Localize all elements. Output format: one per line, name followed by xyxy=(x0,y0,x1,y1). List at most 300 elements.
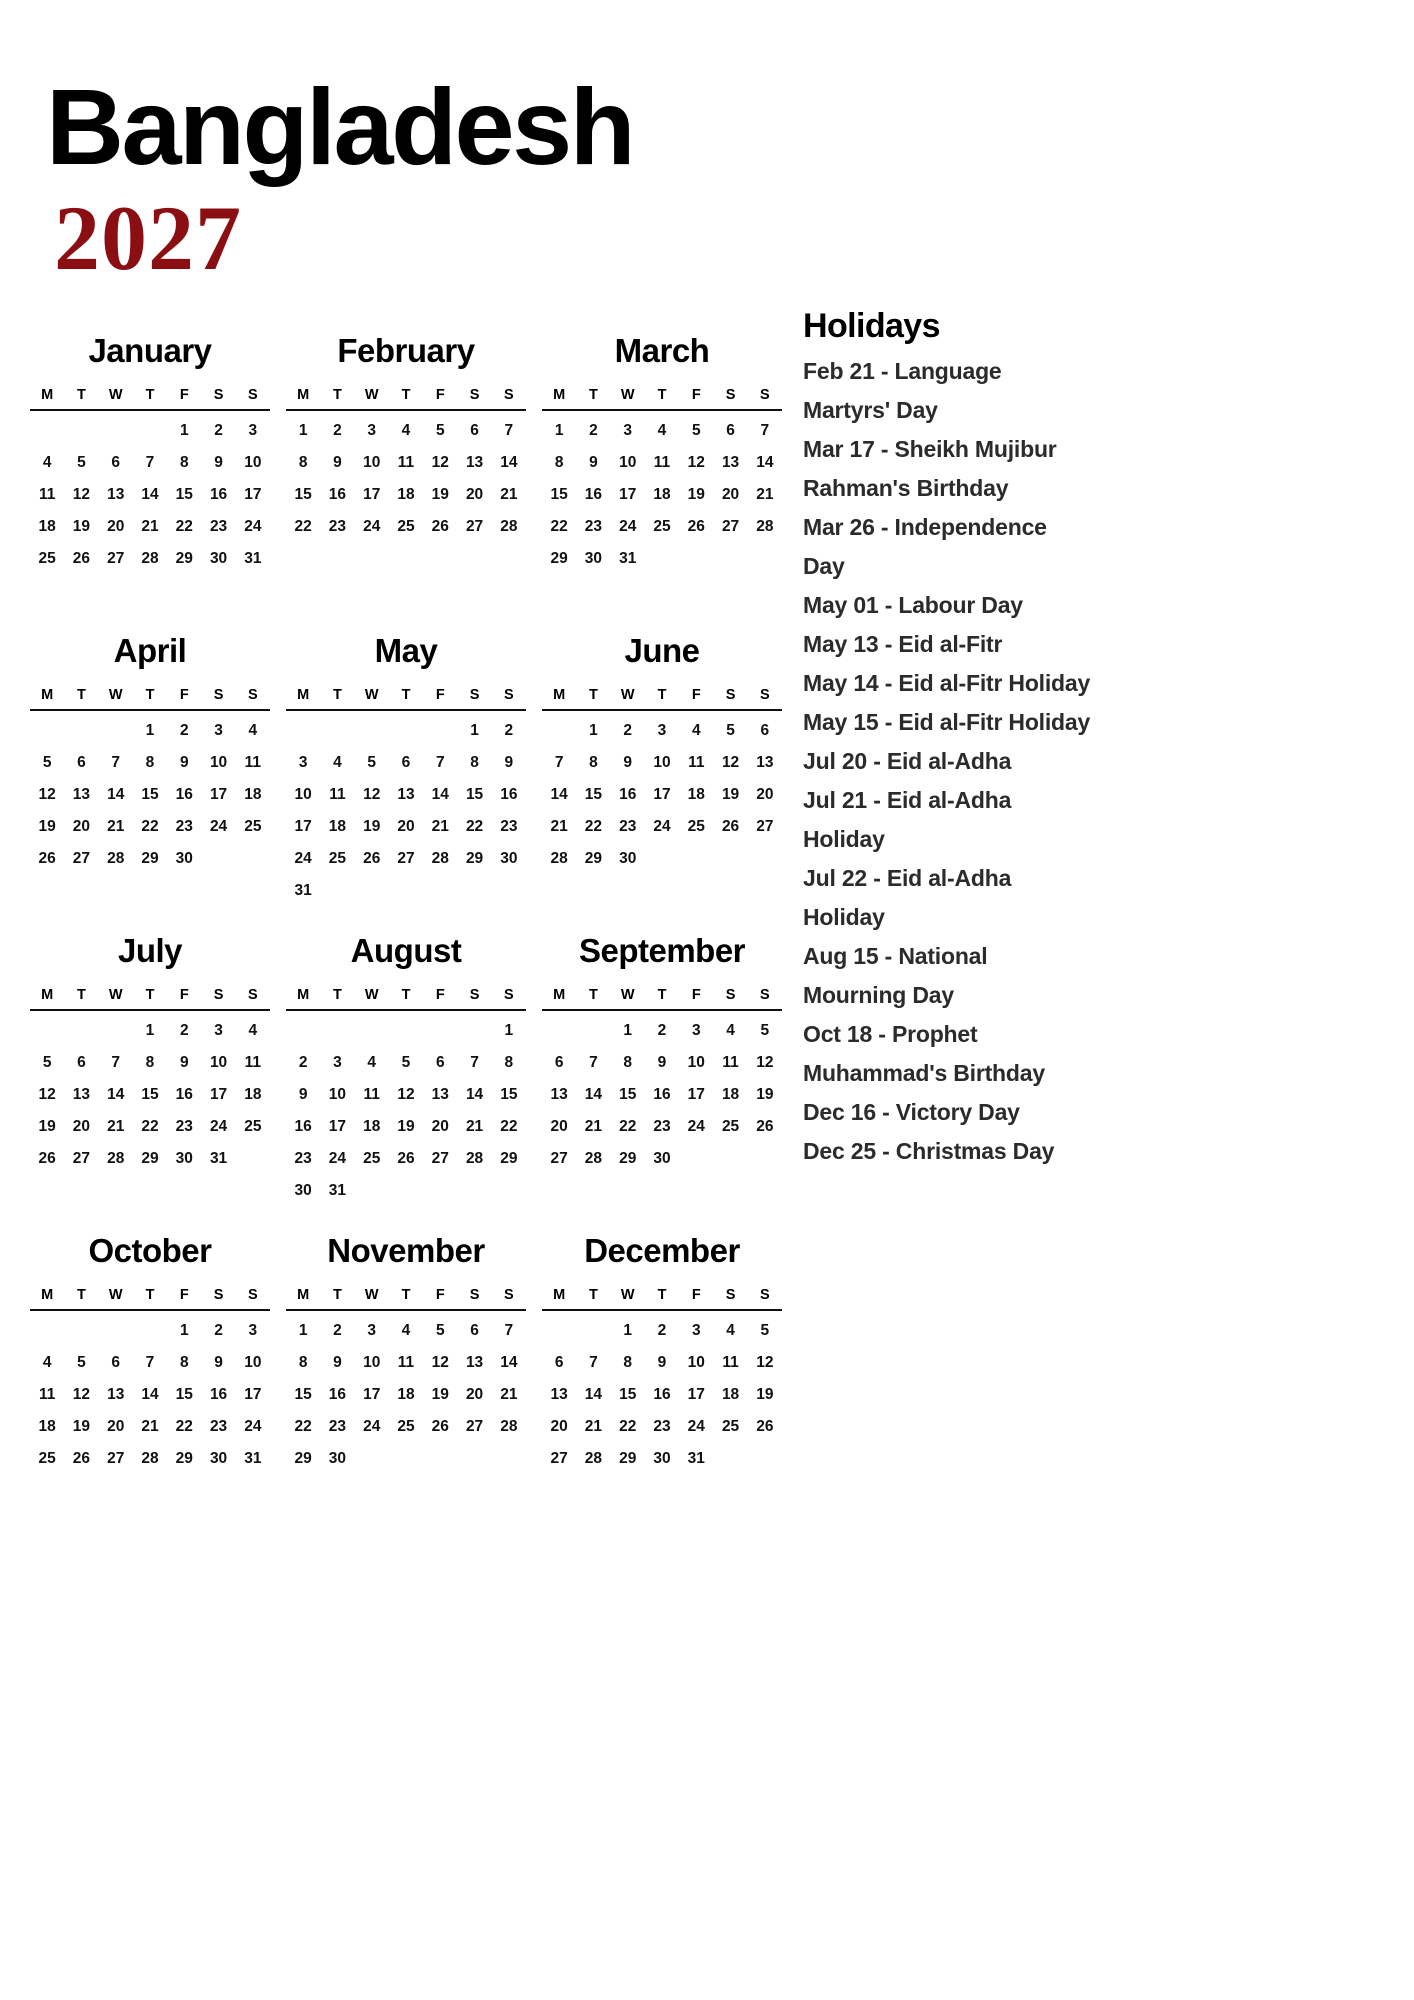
day-cell[interactable]: 29 xyxy=(619,1150,637,1167)
day-cell[interactable]: 26 xyxy=(756,1118,774,1135)
day-cell[interactable]: 3 xyxy=(214,722,223,739)
day-cell[interactable]: 27 xyxy=(721,518,740,535)
day-cell[interactable]: 11 xyxy=(722,1054,739,1071)
day-cell[interactable]: 26 xyxy=(756,1418,774,1435)
day-cell[interactable]: 13 xyxy=(397,786,415,803)
day-cell[interactable]: 9 xyxy=(657,1354,667,1371)
day-cell[interactable]: 20 xyxy=(465,1386,484,1403)
day-cell[interactable]: 4 xyxy=(401,1322,411,1339)
day-cell[interactable]: 23 xyxy=(175,818,193,835)
day-cell[interactable]: 1 xyxy=(298,1322,308,1339)
day-cell[interactable]: 25 xyxy=(721,1418,740,1435)
day-cell[interactable]: 7 xyxy=(111,754,121,771)
day-cell[interactable]: 16 xyxy=(175,786,193,803)
day-cell[interactable]: 27 xyxy=(465,1418,484,1435)
day-cell[interactable]: 30 xyxy=(175,1150,193,1167)
day-cell[interactable]: 11 xyxy=(397,1354,415,1371)
day-cell[interactable]: 9 xyxy=(179,1054,189,1071)
day-cell[interactable]: 5 xyxy=(42,754,52,771)
day-cell[interactable]: 25 xyxy=(244,818,262,835)
day-cell[interactable]: 9 xyxy=(333,1354,342,1371)
day-cell[interactable]: 9 xyxy=(623,754,633,771)
day-cell[interactable]: 18 xyxy=(363,1118,381,1135)
day-cell[interactable]: 13 xyxy=(465,454,484,471)
day-cell[interactable]: 28 xyxy=(756,518,774,535)
day-cell[interactable]: 2 xyxy=(623,722,633,739)
day-cell[interactable]: 18 xyxy=(38,518,56,535)
day-cell[interactable]: 25 xyxy=(397,1418,415,1435)
day-cell[interactable]: 18 xyxy=(397,1386,415,1403)
day-cell[interactable]: 23 xyxy=(584,518,603,535)
day-cell[interactable]: 29 xyxy=(619,1450,637,1467)
day-cell[interactable]: 21 xyxy=(107,1118,125,1135)
day-cell[interactable]: 24 xyxy=(363,518,381,535)
day-cell[interactable]: 21 xyxy=(500,1386,518,1403)
day-cell[interactable]: 19 xyxy=(721,786,740,803)
day-cell[interactable]: 29 xyxy=(141,1150,159,1167)
day-cell[interactable]: 5 xyxy=(760,1022,770,1039)
day-cell[interactable]: 5 xyxy=(435,422,445,439)
day-cell[interactable]: 30 xyxy=(653,1450,671,1467)
day-cell[interactable]: 20 xyxy=(550,1118,568,1135)
day-cell[interactable]: 15 xyxy=(550,486,568,503)
day-cell[interactable]: 2 xyxy=(333,422,342,439)
day-cell[interactable]: 3 xyxy=(367,1322,377,1339)
day-cell[interactable]: 9 xyxy=(333,454,342,471)
day-cell[interactable]: 25 xyxy=(244,1118,262,1135)
day-cell[interactable]: 5 xyxy=(726,722,735,739)
day-cell[interactable]: 9 xyxy=(298,1086,308,1103)
day-cell[interactable]: 15 xyxy=(141,1086,159,1103)
day-cell[interactable]: 9 xyxy=(214,454,223,471)
day-cell[interactable]: 19 xyxy=(756,1386,774,1403)
day-cell[interactable]: 21 xyxy=(465,1118,484,1135)
day-cell[interactable]: 18 xyxy=(653,486,671,503)
day-cell[interactable]: 10 xyxy=(653,754,671,771)
day-cell[interactable]: 15 xyxy=(175,486,193,503)
day-cell[interactable]: 8 xyxy=(554,454,564,471)
day-cell[interactable]: 20 xyxy=(107,1418,125,1435)
day-cell[interactable]: 3 xyxy=(298,754,308,771)
day-cell[interactable]: 23 xyxy=(653,1118,671,1135)
day-cell[interactable]: 7 xyxy=(145,454,155,471)
day-cell[interactable]: 7 xyxy=(589,1354,598,1371)
day-cell[interactable]: 30 xyxy=(653,1150,671,1167)
day-cell[interactable]: 1 xyxy=(179,1322,189,1339)
day-cell[interactable]: 8 xyxy=(589,754,598,771)
day-cell[interactable]: 12 xyxy=(431,1354,449,1371)
day-cell[interactable]: 27 xyxy=(72,1150,91,1167)
day-cell[interactable]: 2 xyxy=(214,422,223,439)
day-cell[interactable]: 20 xyxy=(72,1118,91,1135)
day-cell[interactable]: 26 xyxy=(397,1150,415,1167)
day-cell[interactable]: 13 xyxy=(107,1386,125,1403)
day-cell[interactable]: 4 xyxy=(726,1322,735,1339)
day-cell[interactable]: 5 xyxy=(42,1054,52,1071)
day-cell[interactable]: 14 xyxy=(584,1086,603,1103)
day-cell[interactable]: 13 xyxy=(465,1354,484,1371)
day-cell[interactable]: 22 xyxy=(500,1118,518,1135)
day-cell[interactable]: 17 xyxy=(294,818,312,835)
day-cell[interactable]: 23 xyxy=(294,1150,312,1167)
day-cell[interactable]: 15 xyxy=(294,1386,312,1403)
day-cell[interactable]: 3 xyxy=(691,1022,701,1039)
day-cell[interactable]: 28 xyxy=(584,1450,603,1467)
day-cell[interactable]: 20 xyxy=(465,486,484,503)
day-cell[interactable]: 29 xyxy=(175,1450,193,1467)
day-cell[interactable]: 25 xyxy=(38,550,56,567)
day-cell[interactable]: 19 xyxy=(72,518,91,535)
day-cell[interactable]: 18 xyxy=(721,1086,740,1103)
day-cell[interactable]: 25 xyxy=(363,1150,381,1167)
day-cell[interactable]: 15 xyxy=(619,1086,637,1103)
day-cell[interactable]: 17 xyxy=(653,786,671,803)
day-cell[interactable]: 23 xyxy=(328,1418,347,1435)
day-cell[interactable]: 3 xyxy=(214,1022,223,1039)
day-cell[interactable]: 17 xyxy=(244,486,262,503)
day-cell[interactable]: 16 xyxy=(328,1386,347,1403)
day-cell[interactable]: 25 xyxy=(687,818,705,835)
day-cell[interactable]: 20 xyxy=(431,1118,449,1135)
day-cell[interactable]: 1 xyxy=(504,1022,514,1039)
day-cell[interactable]: 10 xyxy=(209,754,228,771)
day-cell[interactable]: 22 xyxy=(550,518,568,535)
day-cell[interactable]: 31 xyxy=(328,1182,347,1199)
day-cell[interactable]: 4 xyxy=(691,722,701,739)
day-cell[interactable]: 12 xyxy=(756,1054,774,1071)
day-cell[interactable]: 3 xyxy=(248,1322,258,1339)
day-cell[interactable]: 18 xyxy=(328,818,347,835)
day-cell[interactable]: 11 xyxy=(688,754,705,771)
day-cell[interactable]: 17 xyxy=(209,1086,228,1103)
day-cell[interactable]: 22 xyxy=(584,818,603,835)
day-cell[interactable]: 16 xyxy=(653,1386,671,1403)
day-cell[interactable]: 4 xyxy=(248,1022,258,1039)
day-cell[interactable]: 6 xyxy=(77,754,86,771)
day-cell[interactable]: 12 xyxy=(687,454,705,471)
day-cell[interactable]: 25 xyxy=(328,850,347,867)
day-cell[interactable]: 27 xyxy=(431,1150,449,1167)
day-cell[interactable]: 23 xyxy=(500,818,518,835)
day-cell[interactable]: 11 xyxy=(38,1386,56,1403)
day-cell[interactable]: 2 xyxy=(657,1022,667,1039)
day-cell[interactable]: 19 xyxy=(38,818,56,835)
day-cell[interactable]: 7 xyxy=(435,754,445,771)
day-cell[interactable]: 13 xyxy=(72,786,91,803)
day-cell[interactable]: 19 xyxy=(687,486,705,503)
day-cell[interactable]: 4 xyxy=(657,422,667,439)
day-cell[interactable]: 4 xyxy=(367,1054,377,1071)
day-cell[interactable]: 22 xyxy=(175,1418,193,1435)
day-cell[interactable]: 29 xyxy=(465,850,484,867)
day-cell[interactable]: 26 xyxy=(72,550,91,567)
day-cell[interactable]: 11 xyxy=(653,454,671,471)
day-cell[interactable]: 17 xyxy=(687,1386,705,1403)
day-cell[interactable]: 26 xyxy=(687,518,705,535)
day-cell[interactable]: 20 xyxy=(756,786,774,803)
day-cell[interactable]: 15 xyxy=(465,786,484,803)
day-cell[interactable]: 21 xyxy=(584,1418,603,1435)
day-cell[interactable]: 14 xyxy=(550,786,568,803)
day-cell[interactable]: 24 xyxy=(363,1418,381,1435)
day-cell[interactable]: 5 xyxy=(401,1054,411,1071)
day-cell[interactable]: 4 xyxy=(333,754,342,771)
day-cell[interactable]: 18 xyxy=(397,486,415,503)
day-cell[interactable]: 25 xyxy=(721,1118,740,1135)
day-cell[interactable]: 1 xyxy=(145,722,155,739)
day-cell[interactable]: 22 xyxy=(141,1118,159,1135)
day-cell[interactable]: 21 xyxy=(550,818,568,835)
day-cell[interactable]: 1 xyxy=(623,1022,633,1039)
day-cell[interactable]: 19 xyxy=(38,1118,56,1135)
day-cell[interactable]: 27 xyxy=(397,850,415,867)
day-cell[interactable]: 22 xyxy=(619,1118,637,1135)
day-cell[interactable]: 8 xyxy=(145,1054,155,1071)
day-cell[interactable]: 21 xyxy=(431,818,449,835)
day-cell[interactable]: 10 xyxy=(244,1354,262,1371)
day-cell[interactable]: 30 xyxy=(500,850,518,867)
day-cell[interactable]: 21 xyxy=(141,1418,159,1435)
day-cell[interactable]: 30 xyxy=(584,550,603,567)
day-cell[interactable]: 16 xyxy=(328,486,347,503)
day-cell[interactable]: 16 xyxy=(209,1386,228,1403)
day-cell[interactable]: 9 xyxy=(214,1354,223,1371)
day-cell[interactable]: 12 xyxy=(38,786,56,803)
day-cell[interactable]: 7 xyxy=(504,422,514,439)
day-cell[interactable]: 31 xyxy=(244,1450,262,1467)
day-cell[interactable]: 11 xyxy=(244,1054,262,1071)
day-cell[interactable]: 31 xyxy=(244,550,262,567)
day-cell[interactable]: 15 xyxy=(294,486,312,503)
day-cell[interactable]: 12 xyxy=(431,454,449,471)
day-cell[interactable]: 14 xyxy=(584,1386,603,1403)
day-cell[interactable]: 15 xyxy=(500,1086,518,1103)
day-cell[interactable]: 2 xyxy=(333,1322,342,1339)
day-cell[interactable]: 20 xyxy=(107,518,125,535)
day-cell[interactable]: 24 xyxy=(619,518,637,535)
day-cell[interactable]: 3 xyxy=(657,722,667,739)
day-cell[interactable]: 23 xyxy=(328,518,347,535)
day-cell[interactable]: 29 xyxy=(141,850,159,867)
day-cell[interactable]: 5 xyxy=(760,1322,770,1339)
day-cell[interactable]: 26 xyxy=(38,1150,56,1167)
day-cell[interactable]: 13 xyxy=(721,454,740,471)
day-cell[interactable]: 17 xyxy=(363,486,381,503)
day-cell[interactable]: 7 xyxy=(504,1322,514,1339)
day-cell[interactable]: 30 xyxy=(619,850,637,867)
day-cell[interactable]: 29 xyxy=(584,850,603,867)
day-cell[interactable]: 19 xyxy=(431,1386,449,1403)
day-cell[interactable]: 27 xyxy=(107,550,125,567)
day-cell[interactable]: 2 xyxy=(657,1322,667,1339)
day-cell[interactable]: 21 xyxy=(756,486,774,503)
day-cell[interactable]: 13 xyxy=(72,1086,91,1103)
day-cell[interactable]: 21 xyxy=(500,486,518,503)
day-cell[interactable]: 10 xyxy=(209,1054,228,1071)
day-cell[interactable]: 6 xyxy=(111,1354,121,1371)
day-cell[interactable]: 17 xyxy=(328,1118,347,1135)
day-cell[interactable]: 28 xyxy=(141,1450,159,1467)
day-cell[interactable]: 22 xyxy=(294,518,312,535)
day-cell[interactable]: 23 xyxy=(209,518,228,535)
day-cell[interactable]: 17 xyxy=(363,1386,381,1403)
day-cell[interactable]: 14 xyxy=(107,1086,125,1103)
day-cell[interactable]: 28 xyxy=(500,518,518,535)
day-cell[interactable]: 2 xyxy=(504,722,514,739)
day-cell[interactable]: 1 xyxy=(179,422,189,439)
day-cell[interactable]: 9 xyxy=(504,754,514,771)
day-cell[interactable]: 22 xyxy=(175,518,193,535)
day-cell[interactable]: 31 xyxy=(294,882,312,899)
day-cell[interactable]: 10 xyxy=(328,1086,347,1103)
day-cell[interactable]: 28 xyxy=(107,850,125,867)
day-cell[interactable]: 1 xyxy=(145,1022,155,1039)
day-cell[interactable]: 14 xyxy=(431,786,449,803)
day-cell[interactable]: 24 xyxy=(328,1150,347,1167)
day-cell[interactable]: 26 xyxy=(431,518,449,535)
day-cell[interactable]: 28 xyxy=(550,850,568,867)
day-cell[interactable]: 6 xyxy=(401,754,411,771)
day-cell[interactable]: 3 xyxy=(333,1054,342,1071)
day-cell[interactable]: 8 xyxy=(179,1354,189,1371)
day-cell[interactable]: 18 xyxy=(244,1086,262,1103)
day-cell[interactable]: 19 xyxy=(756,1086,774,1103)
day-cell[interactable]: 28 xyxy=(500,1418,518,1435)
day-cell[interactable]: 11 xyxy=(244,754,262,771)
day-cell[interactable]: 4 xyxy=(42,454,52,471)
day-cell[interactable]: 4 xyxy=(401,422,411,439)
day-cell[interactable]: 20 xyxy=(550,1418,568,1435)
day-cell[interactable]: 31 xyxy=(687,1450,705,1467)
day-cell[interactable]: 21 xyxy=(141,518,159,535)
day-cell[interactable]: 6 xyxy=(760,722,770,739)
day-cell[interactable]: 14 xyxy=(141,486,159,503)
day-cell[interactable]: 22 xyxy=(294,1418,312,1435)
day-cell[interactable]: 17 xyxy=(687,1086,705,1103)
day-cell[interactable]: 5 xyxy=(435,1322,445,1339)
day-cell[interactable]: 5 xyxy=(367,754,377,771)
day-cell[interactable]: 24 xyxy=(687,1418,705,1435)
day-cell[interactable]: 13 xyxy=(550,1386,568,1403)
day-cell[interactable]: 18 xyxy=(38,1418,56,1435)
day-cell[interactable]: 25 xyxy=(38,1450,56,1467)
day-cell[interactable]: 9 xyxy=(589,454,598,471)
day-cell[interactable]: 8 xyxy=(179,454,189,471)
day-cell[interactable]: 30 xyxy=(294,1182,312,1199)
day-cell[interactable]: 25 xyxy=(397,518,415,535)
day-cell[interactable]: 25 xyxy=(653,518,671,535)
day-cell[interactable]: 8 xyxy=(623,1054,633,1071)
day-cell[interactable]: 7 xyxy=(760,422,770,439)
day-cell[interactable]: 7 xyxy=(470,1054,479,1071)
day-cell[interactable]: 16 xyxy=(209,486,228,503)
day-cell[interactable]: 15 xyxy=(175,1386,193,1403)
day-cell[interactable]: 27 xyxy=(107,1450,125,1467)
day-cell[interactable]: 6 xyxy=(554,1354,564,1371)
day-cell[interactable]: 19 xyxy=(363,818,381,835)
day-cell[interactable]: 31 xyxy=(619,550,637,567)
day-cell[interactable]: 11 xyxy=(363,1086,380,1103)
day-cell[interactable]: 10 xyxy=(244,454,262,471)
day-cell[interactable]: 21 xyxy=(107,818,125,835)
day-cell[interactable]: 7 xyxy=(589,1054,598,1071)
day-cell[interactable]: 23 xyxy=(209,1418,228,1435)
day-cell[interactable]: 22 xyxy=(465,818,484,835)
day-cell[interactable]: 14 xyxy=(500,1354,518,1371)
day-cell[interactable]: 1 xyxy=(623,1322,633,1339)
day-cell[interactable]: 28 xyxy=(584,1150,603,1167)
day-cell[interactable]: 22 xyxy=(141,818,159,835)
day-cell[interactable]: 12 xyxy=(397,1086,415,1103)
day-cell[interactable]: 6 xyxy=(435,1054,445,1071)
day-cell[interactable]: 6 xyxy=(470,422,479,439)
day-cell[interactable]: 4 xyxy=(42,1354,52,1371)
day-cell[interactable]: 19 xyxy=(397,1118,415,1135)
day-cell[interactable]: 24 xyxy=(687,1118,705,1135)
day-cell[interactable]: 10 xyxy=(294,786,312,803)
day-cell[interactable]: 24 xyxy=(294,850,312,867)
day-cell[interactable]: 5 xyxy=(691,422,701,439)
day-cell[interactable]: 5 xyxy=(77,454,86,471)
day-cell[interactable]: 10 xyxy=(363,1354,381,1371)
day-cell[interactable]: 30 xyxy=(209,550,228,567)
day-cell[interactable]: 6 xyxy=(77,1054,86,1071)
day-cell[interactable]: 3 xyxy=(248,422,258,439)
day-cell[interactable]: 26 xyxy=(363,850,381,867)
day-cell[interactable]: 16 xyxy=(500,786,518,803)
day-cell[interactable]: 26 xyxy=(38,850,56,867)
day-cell[interactable]: 27 xyxy=(72,850,91,867)
day-cell[interactable]: 2 xyxy=(214,1322,223,1339)
day-cell[interactable]: 14 xyxy=(756,454,774,471)
day-cell[interactable]: 6 xyxy=(726,422,735,439)
day-cell[interactable]: 24 xyxy=(653,818,671,835)
day-cell[interactable]: 27 xyxy=(550,1450,568,1467)
day-cell[interactable]: 9 xyxy=(179,754,189,771)
day-cell[interactable]: 17 xyxy=(244,1386,262,1403)
day-cell[interactable]: 1 xyxy=(589,722,598,739)
day-cell[interactable]: 28 xyxy=(107,1150,125,1167)
day-cell[interactable]: 24 xyxy=(244,518,262,535)
day-cell[interactable]: 24 xyxy=(244,1418,262,1435)
day-cell[interactable]: 6 xyxy=(111,454,121,471)
day-cell[interactable]: 16 xyxy=(653,1086,671,1103)
day-cell[interactable]: 15 xyxy=(584,786,603,803)
day-cell[interactable]: 14 xyxy=(107,786,125,803)
day-cell[interactable]: 28 xyxy=(465,1150,484,1167)
day-cell[interactable]: 26 xyxy=(721,818,740,835)
day-cell[interactable]: 13 xyxy=(550,1086,568,1103)
day-cell[interactable]: 24 xyxy=(209,818,228,835)
day-cell[interactable]: 2 xyxy=(298,1054,308,1071)
day-cell[interactable]: 13 xyxy=(107,486,125,503)
day-cell[interactable]: 10 xyxy=(363,454,381,471)
day-cell[interactable]: 30 xyxy=(175,850,193,867)
day-cell[interactable]: 29 xyxy=(294,1450,312,1467)
day-cell[interactable]: 17 xyxy=(209,786,228,803)
day-cell[interactable]: 29 xyxy=(175,550,193,567)
day-cell[interactable]: 7 xyxy=(145,1354,155,1371)
day-cell[interactable]: 16 xyxy=(584,486,603,503)
day-cell[interactable]: 8 xyxy=(623,1354,633,1371)
day-cell[interactable]: 11 xyxy=(38,486,56,503)
day-cell[interactable]: 31 xyxy=(209,1150,228,1167)
day-cell[interactable]: 14 xyxy=(141,1386,159,1403)
day-cell[interactable]: 2 xyxy=(179,722,189,739)
day-cell[interactable]: 10 xyxy=(687,1354,705,1371)
day-cell[interactable]: 11 xyxy=(397,454,415,471)
day-cell[interactable]: 20 xyxy=(397,818,415,835)
